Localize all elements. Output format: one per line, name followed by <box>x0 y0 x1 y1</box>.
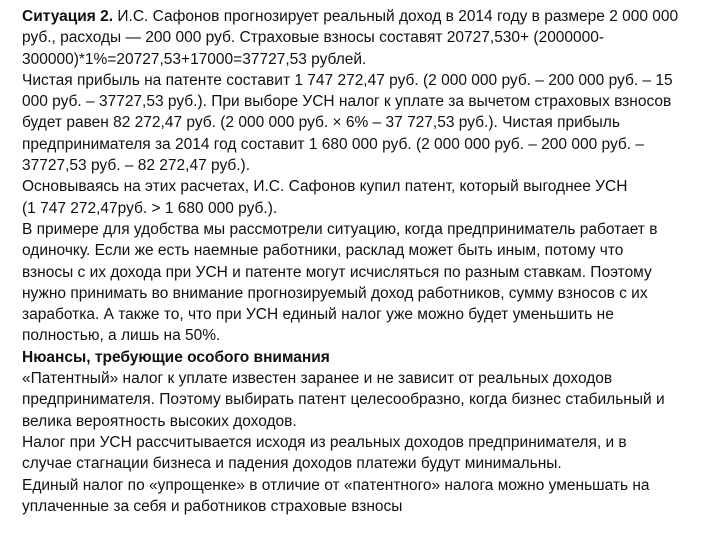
nuance-single-tax-paragraph: Единый налог по «упрощенке» в отличие от «патентного» налога можно уменьшать на уплаченные за себя и работников страховые взносы <box>22 476 650 515</box>
nuances-heading: Нюансы, требующие особого внимания <box>22 348 330 366</box>
situation-text: И.С. Сафонов прогнозирует реальный доход в 2014 году в размере 2 000 000 руб., расходы — 200 000 руб. Страховые взносы составят 20727,530+ (2000000- 300000)*1%=20727,53+17000=37727,53 рублей. <box>22 8 679 68</box>
patent-profit-paragraph: Чистая прибыль на патенте составит 1 747 272,47 руб. (2 000 000 руб. – 200 000 руб. – 15 000 руб. – 37727,53 руб.). При выборе УСН налог к уплате за вычетом страховых взносов будет равен 82 272,47 руб. (2 000 000 руб. × 6% – 37 727,53 руб.). Чистая прибыль предпринимателя за 2014 год составит 1 680 000 руб. (2 000 000 руб. – 200 000 руб. – 37727,53 руб. – 82 272,47 руб.). <box>22 71 673 175</box>
example-note-paragraph: В примере для удобства мы рассмотрели ситуацию, когда предприниматель работает в одиночку. Если же есть наемные работники, расклад может быть иным, потому что взносы с их дохода при УСН и патенте могут исчисляться по разным ставкам. Поэтому нужно принимать во внимание прогнозируемый доход работников, сумму взносов с их заработка. А также то, что при УСН единый налог уже можно будет уменьшить не полностью, а лишь на 50%. <box>22 220 658 345</box>
conclusion-paragraph: Основываясь на этих расчетах, И.С. Сафонов купил патент, который выгоднее УСН (1 747 272,47руб. > 1 680 000 руб.). <box>22 178 628 217</box>
situation-paragraph <box>22 6 712 70</box>
nuance-patent-paragraph: «Патентный» налог к уплате известен заранее и не зависит от реальных доходов предпринимателя. Поэтому выбирать патент целесообразно, когда бизнес стабильный и велика вероятность высоких доходов. <box>22 370 665 430</box>
document-page <box>22 6 712 517</box>
nuance-usn-paragraph: Налог при УСН рассчитывается исходя из реальных доходов предпринимателя, и в случае стагнации бизнеса и падения доходов платежи будут минимальны. <box>22 433 627 473</box>
situation-label: Ситуация 2. <box>22 8 114 25</box>
